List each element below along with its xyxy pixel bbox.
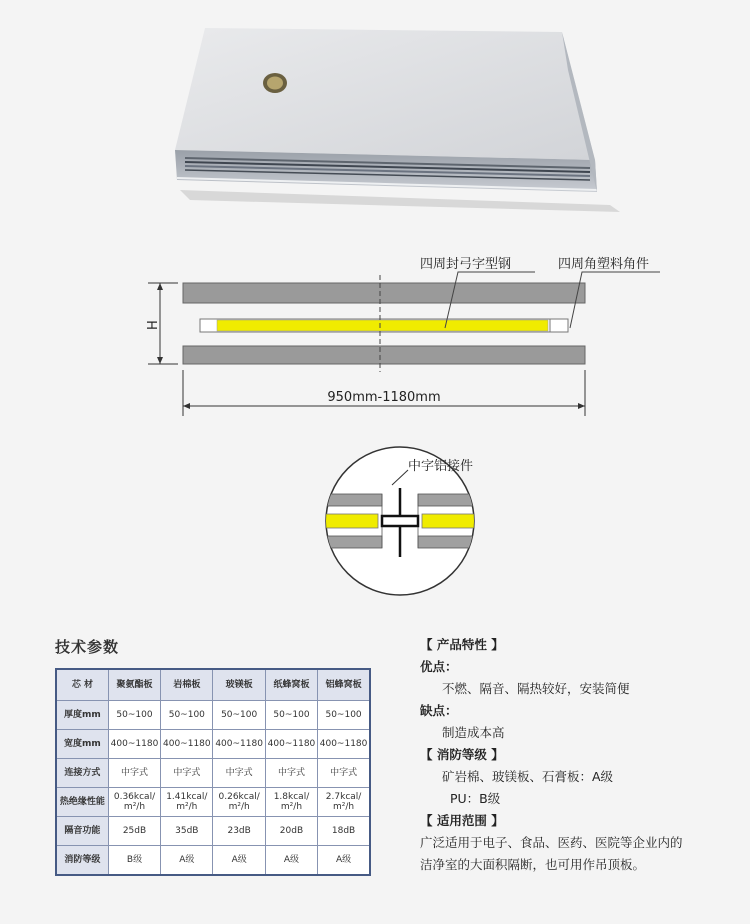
connector-detail xyxy=(320,440,480,600)
pros-text: 不燃、隔音、隔热较好，安装简便 xyxy=(442,681,630,696)
table-cell: 0.26kcal/ m²/h xyxy=(213,788,265,817)
table-cell: 23dB xyxy=(213,817,265,846)
table-row xyxy=(56,759,370,788)
row-header: 厚度mm xyxy=(56,701,108,730)
table-cell: 20dB xyxy=(265,817,317,846)
scope-line-1: 广泛适用于电子、食品、医药、医院等企业内的 xyxy=(420,835,683,850)
table-cell: 400~1180 xyxy=(161,730,213,759)
header-cell: 芯 材 xyxy=(56,669,108,701)
row-header: 宽度mm xyxy=(56,730,108,759)
table-cell: 中字式 xyxy=(265,759,317,788)
cons-text: 制造成本高 xyxy=(442,725,505,740)
width-label: 950mm-1180mm xyxy=(327,390,441,405)
table-cell: 1.8kcal/ m²/h xyxy=(265,788,317,817)
specs-title: 技术参数 xyxy=(55,638,120,656)
row-header: 热绝缘性能 xyxy=(56,788,108,817)
row-header: 消防等级 xyxy=(56,846,108,876)
core-insulation xyxy=(217,320,548,331)
table-cell: 50~100 xyxy=(318,701,370,730)
steel-label: 四周封弓字型钢 xyxy=(420,257,512,272)
table-cell: 400~1180 xyxy=(318,730,370,759)
table-cell: 25dB xyxy=(108,817,160,846)
table-cell: 50~100 xyxy=(213,701,265,730)
scope-heading: 【 适用范围 】 xyxy=(420,813,504,828)
connector-body xyxy=(382,516,418,526)
table-cell: 400~1180 xyxy=(265,730,317,759)
table-cell: B级 xyxy=(108,846,160,876)
table-cell: 2.7kcal/ m²/h xyxy=(318,788,370,817)
table-row xyxy=(56,788,370,817)
header-cell: 岩棉板 xyxy=(161,669,213,701)
table-cell: 35dB xyxy=(161,817,213,846)
specs-table xyxy=(55,668,371,876)
product-heading: 【 产品特性 】 xyxy=(420,637,504,652)
top-steel-plate xyxy=(183,283,585,303)
table-cell: A级 xyxy=(265,846,317,876)
row-header: 连接方式 xyxy=(56,759,108,788)
table-cell: A级 xyxy=(318,846,370,876)
table-cell: 400~1180 xyxy=(213,730,265,759)
table-row xyxy=(56,846,370,876)
table-cell: 50~100 xyxy=(161,701,213,730)
table-cell: 中字式 xyxy=(318,759,370,788)
header-cell: 聚氨酯板 xyxy=(108,669,160,701)
cons-label: 缺点： xyxy=(420,703,458,718)
header-cell: 铝蜂窝板 xyxy=(318,669,370,701)
table-cell: 中字式 xyxy=(213,759,265,788)
header-cell: 玻镁板 xyxy=(213,669,265,701)
detail-label: 中字铝接件 xyxy=(408,459,474,474)
table-cell: 50~100 xyxy=(108,701,160,730)
table-cell: 1.41kcal/ m²/h xyxy=(161,788,213,817)
table-cell: 0.36kcal/ m²/h xyxy=(108,788,160,817)
table-cell: 18dB xyxy=(318,817,370,846)
table-cell: A级 xyxy=(213,846,265,876)
pros-label: 优点： xyxy=(420,659,458,674)
table-header-row xyxy=(56,669,370,701)
height-label: H xyxy=(146,320,161,330)
fire-line-2: PU：B级 xyxy=(450,791,501,806)
table-cell: 400~1180 xyxy=(108,730,160,759)
header-cell: 纸蜂窝板 xyxy=(265,669,317,701)
cross-section-diagram xyxy=(140,240,650,420)
bottom-steel-plate xyxy=(183,346,585,364)
plastic-label: 四周角塑料角件 xyxy=(558,257,650,272)
product-properties xyxy=(420,634,740,876)
table-row xyxy=(56,701,370,730)
table-cell: 50~100 xyxy=(265,701,317,730)
scope-line-2: 洁净室的大面积隔断，也可用作吊顶板。 xyxy=(420,857,646,872)
table-cell: 中字式 xyxy=(161,759,213,788)
table-cell: 中字式 xyxy=(108,759,160,788)
row-header: 隔音功能 xyxy=(56,817,108,846)
table-row xyxy=(56,817,370,846)
corner-plastic xyxy=(550,319,568,332)
panel-photo xyxy=(150,10,630,220)
fire-heading: 【 消防等级 】 xyxy=(420,747,504,762)
fire-line-1: 矿岩棉、玻镁板、石膏板：A级 xyxy=(442,769,614,784)
table-row xyxy=(56,730,370,759)
table-cell: A级 xyxy=(161,846,213,876)
